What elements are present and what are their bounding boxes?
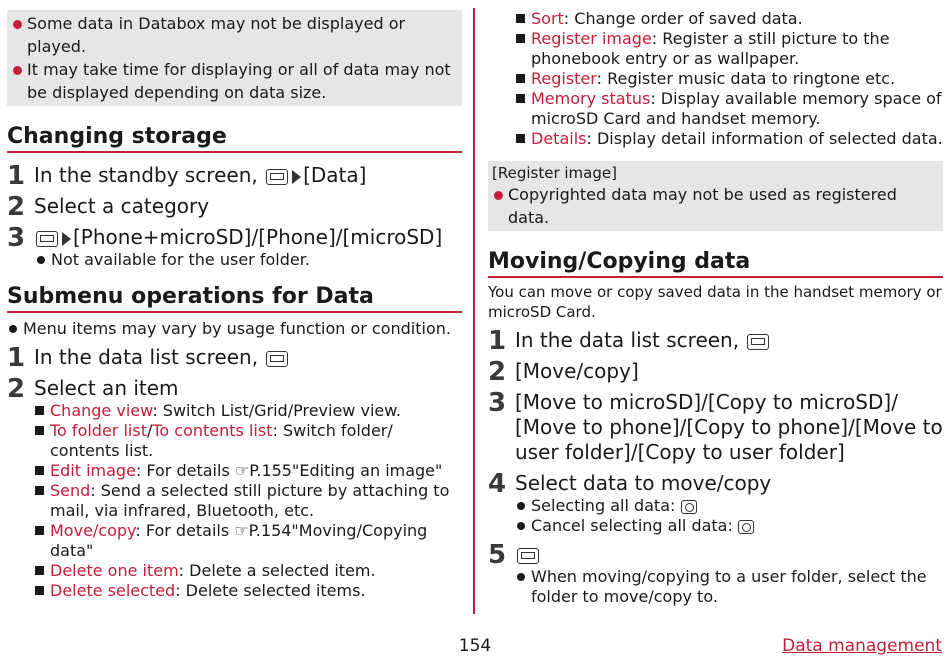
item-name: Move/copy — [50, 521, 136, 540]
note-line: It may take time for displaying or all of data may not be displayed depending on data size. — [11, 58, 458, 104]
submenu-item — [514, 89, 943, 129]
bullet-note: When moving/copying to a user folder, select the folder to move/copy to. — [515, 567, 943, 607]
item-desc: : Register music data to ringtone etc. — [596, 69, 896, 88]
submenu-item — [33, 561, 462, 581]
camera-key-icon — [681, 500, 697, 514]
step-number: 4 — [488, 469, 507, 499]
step-2 — [7, 192, 462, 222]
step-number: 1 — [488, 326, 507, 356]
right-column — [488, 0, 943, 607]
step-number: 2 — [7, 374, 26, 404]
item-desc: : Delete selected items. — [175, 581, 366, 600]
submenu-item — [514, 29, 943, 69]
center-key-icon — [36, 231, 58, 247]
item-name: Register — [531, 69, 597, 88]
box-title: [Register image] — [492, 164, 617, 182]
step-text: [Move to microSD]/[Copy to microSD]/ [Move to phone]/[Copy to phone]/[Move to user folder]/[Copy to user folder] — [515, 390, 943, 464]
submenu-item — [33, 421, 462, 461]
submenu-item — [33, 581, 462, 601]
bullet-note: Not available for the user folder. — [35, 250, 462, 270]
item-desc: : Change order of saved data. — [563, 9, 803, 28]
step-text: In the data list screen, — [34, 345, 259, 369]
section-title-changing-storage: Changing storage — [7, 124, 462, 153]
center-key-icon — [517, 548, 539, 564]
step-text: In the data list screen, — [515, 328, 740, 352]
step-number: 1 — [7, 161, 26, 191]
item-name: Delete selected — [50, 581, 176, 600]
note-line: Some data in Databox may not be displayed or played. — [11, 12, 458, 58]
menu-key-icon — [266, 169, 288, 185]
bullet-note: Menu items may vary by usage function or condition. — [7, 319, 462, 339]
column-divider — [473, 8, 475, 614]
submenu-item — [33, 461, 462, 481]
note-line: Copyrighted data may not be used as registered data. — [492, 183, 939, 229]
step-2 — [488, 357, 943, 387]
left-column — [7, 0, 462, 601]
submenu-item — [514, 129, 943, 149]
arrow-right-icon — [292, 170, 301, 184]
item-name: Send — [50, 481, 91, 500]
item-name: Sort — [531, 9, 564, 28]
item-desc: : Register a still picture to the phonebook entry or as wallpaper. — [531, 29, 890, 68]
page-number: 154 — [458, 636, 492, 656]
step-1 — [7, 161, 462, 191]
submenu-item — [33, 401, 462, 421]
register-image-box — [488, 161, 943, 231]
section-title-submenu: Submenu operations for Data — [7, 284, 462, 313]
item-name: Details — [531, 129, 587, 148]
step-5 — [488, 540, 943, 570]
step-text: Select a category — [34, 194, 210, 218]
step4-notes — [488, 496, 943, 536]
step-text: [Phone+microSD]/[Phone]/[microSD] — [73, 225, 443, 249]
submenu-item — [33, 481, 462, 521]
step-3 — [488, 390, 943, 465]
notes-box — [7, 10, 462, 106]
item-name: Edit image — [50, 461, 136, 480]
step-4 — [488, 469, 943, 499]
step5-notes — [488, 567, 943, 607]
section-intro: You can move or copy saved data in the handset memory or microSD Card. — [488, 283, 942, 321]
step-1 — [488, 326, 943, 356]
item-desc: : Delete a selected item. — [178, 561, 376, 580]
step-number: 5 — [488, 540, 507, 570]
section-link-data-management[interactable]: Data management — [782, 636, 942, 656]
item-desc: : Send a selected still picture by attaching to mail, via infrared, Bluetooth, etc. — [50, 481, 450, 520]
item-name: To contents list — [152, 421, 273, 440]
item-name: Delete one item — [50, 561, 179, 580]
step-text: [Move/copy] — [515, 359, 639, 383]
submenu-list-continued — [488, 9, 943, 149]
step-number: 3 — [7, 223, 26, 253]
step-number: 3 — [488, 388, 507, 418]
step-text: In the standby screen, — [34, 163, 258, 187]
item-desc: : Switch List/Grid/Preview view. — [152, 401, 401, 420]
note-text: Selecting all data: — [531, 496, 676, 515]
step-3 — [7, 223, 462, 253]
item-desc: : Display available memory space of microSD Card and handset memory. — [531, 89, 942, 128]
item-name: To folder list — [50, 421, 147, 440]
arrow-right-icon — [62, 232, 71, 246]
item-name: Register image — [531, 29, 652, 48]
submenu-list — [7, 401, 462, 601]
sub-note — [7, 250, 462, 270]
step-2 — [7, 374, 462, 404]
item-desc: : Display detail information of selected data. — [586, 129, 943, 148]
step-number: 1 — [7, 343, 26, 373]
bullet-note — [515, 496, 943, 516]
item-sep: / — [146, 421, 153, 440]
menu-key-icon — [266, 351, 288, 367]
note-text: Cancel selecting all data: — [531, 516, 733, 535]
submenu-item — [514, 9, 943, 29]
step-text: Select data to move/copy — [515, 471, 772, 495]
item-name: Memory status — [531, 89, 651, 108]
step-number: 2 — [7, 192, 26, 222]
item-desc: : For details ☞P.154"Moving/Copying data" — [50, 521, 428, 560]
item-name: Change view — [50, 401, 153, 420]
section-title-moving-copying: Moving/Copying data — [488, 249, 943, 278]
step-text: Select an item — [34, 376, 179, 400]
submenu-item — [33, 521, 462, 561]
item-desc: : For details ☞P.155"Editing an image" — [135, 461, 443, 480]
submenu-item — [514, 69, 943, 89]
camera-key-icon — [738, 520, 754, 534]
step-text: [Data] — [303, 163, 367, 187]
step-1 — [7, 343, 462, 373]
item-desc: : Switch folder/ contents list. — [50, 421, 393, 460]
menu-key-icon — [747, 334, 769, 350]
bullet-note — [515, 516, 943, 536]
step-number: 2 — [488, 357, 507, 387]
